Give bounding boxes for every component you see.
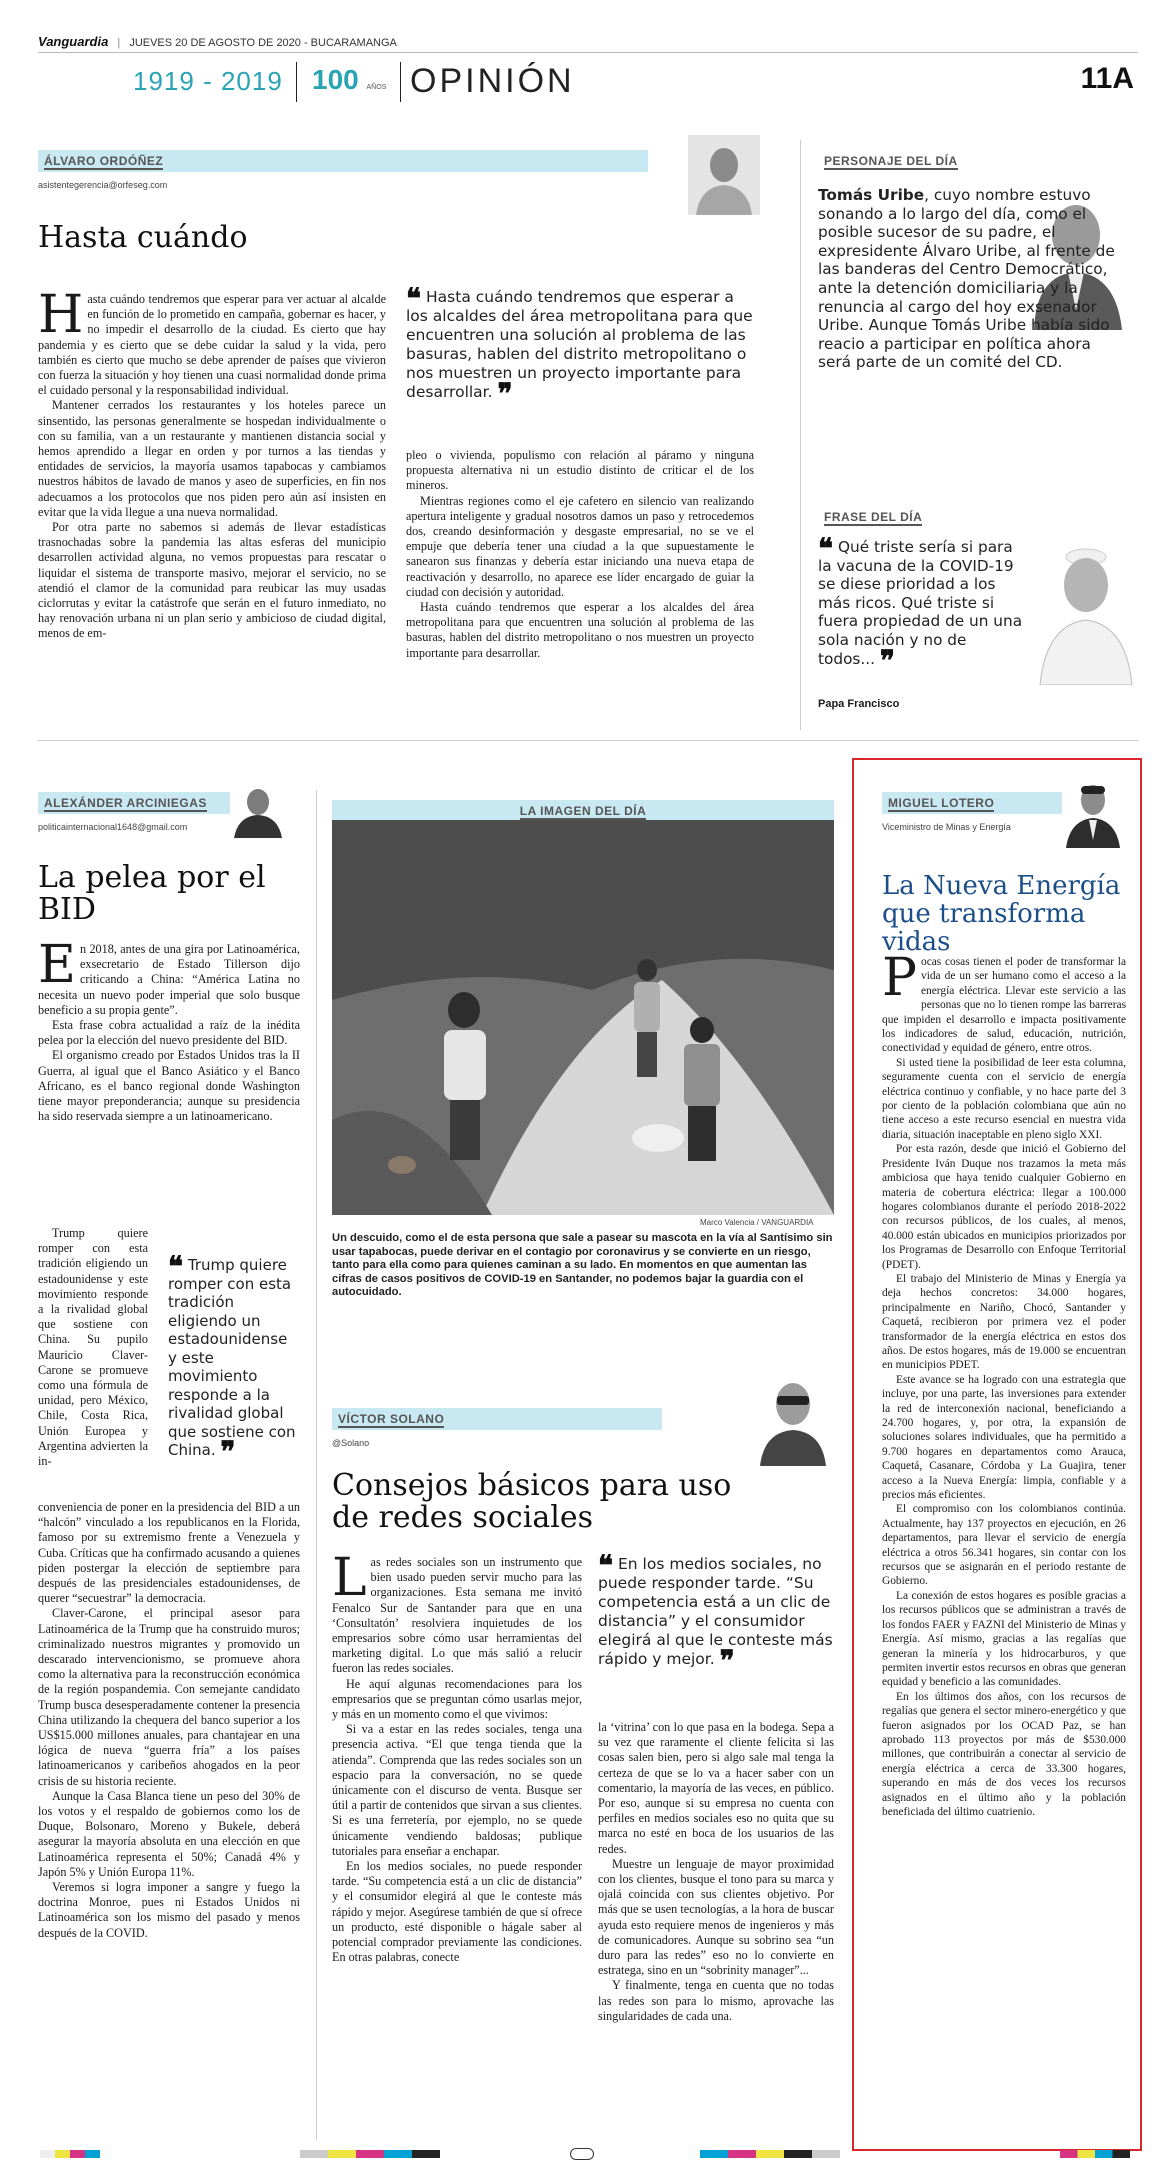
article-paragraph: conveniencia de poner en la presidencia del BID a un “halcón” vinculado a los republicanos en la Florida, famoso por su extremismo frente a Venezuela y Cuba. Críticas que ha confirmado acusando a quienes piden postergar la elección de septiembre para después de las presidenciales estadounidenses, de querer “secuestrar” la democracia. bbox=[38, 1500, 300, 1606]
article-paragraph: Hasta cuándo tendremos que esperar a los alcaldes del área metropolitana para que encuentren una solución al problema de las basuras, hablen del distrito metropolitano o nos muestren un proyecto importante para desarrollar. bbox=[406, 600, 754, 660]
drop-cap: L bbox=[332, 1548, 367, 1608]
anniversary-number: 100 bbox=[312, 64, 359, 95]
pull-quote: ❝ En los medios sociales, no puede responder tarde. “Su competencia está a un clic de distancia” y el consumidor elegirá al que le conteste más rápido y mejor. ❞ bbox=[598, 1549, 833, 1677]
color-registration-bar bbox=[300, 2150, 440, 2158]
open-quote-icon: ❝ bbox=[168, 1250, 184, 1283]
article-headline: La Nueva Energía que transforma vidas bbox=[882, 871, 1121, 958]
drop-cap: P bbox=[882, 948, 917, 1008]
author-tag: MIGUEL LOTERO bbox=[882, 792, 1110, 814]
close-quote-icon: ❞ bbox=[497, 377, 513, 410]
article-paragraph: Si va a estar en las redes sociales, tenga una presencia activa. “El que tenga tienda que la atienda”. Comprenda que las redes sociales son un espacio para la conversación, no se quede únicamente con el discurso de venta. Busque ser útil a partir de contenidos que sirvan a sus clientes. Si es una ferretería, por ejemplo, no se quede únicamente vendiendo baldosas; publique tutoriales para enseñar a enchapar. bbox=[332, 1722, 582, 1858]
masthead-dateline: Vanguardia | JUEVES 20 DE AGOSTO DE 2020 - BUCARAMANGA bbox=[38, 34, 397, 49]
section-tag: PERSONAJE DEL DÍA bbox=[824, 154, 958, 168]
frase-author: Papa Francisco bbox=[818, 698, 900, 710]
open-quote-icon: ❝ bbox=[406, 282, 422, 315]
article-column bbox=[882, 948, 1126, 1819]
article-paragraph: Trump quiere romper con esta tradición eligiendo un estadounidense y este movimiento responde a la rivalidad global que sostiene con China. Su pupilo Mauricio Claver-Carone se promueve como una fórmula de unidad, pero México, Chile, Costa Rica, Unión Europea y Argentina advierten la in- bbox=[38, 1226, 148, 1469]
color-registration-bar bbox=[40, 2150, 100, 2158]
color-registration-bar bbox=[700, 2150, 840, 2158]
article-paragraph: Mientras regiones como el eje cafetero en silencio van realizando apertura inteligente y gradual nosotros damos un paso y retrocedemos dos, creando desinformación y desgaste empresarial, no se ve el empuje que debería tener una ciudad a la que supuestamente le sanearon sus finanzas y debería estar iniciando una nueva etapa de reactivación y desarrollo, no aparece ese líder encargado de guiar la ciudad con decisión y autoridad. bbox=[406, 493, 754, 599]
drop-cap: E bbox=[38, 935, 76, 995]
anniversary-sub: AÑOS bbox=[366, 84, 387, 91]
drop-cap: H bbox=[38, 285, 84, 345]
article-paragraph: En los últimos dos años, con los recursos de regalías que genera el sector minero-energético y que fueron asignados por los OCAD Paz, se han aprobado 113 proyectos por más de $530.000 millones, que contribuirán a conectar al servicio de energía eléctrica a cerca de 33.300 hogares, superando en más de dos veces los recursos asignados en el último año y la población beneficiada del último cuatrienio. bbox=[882, 1690, 1126, 1818]
article-paragraph: El organismo creado por Estados Unidos tras la II Guerra, al igual que el Banco Asiático y el Banco Africano, es el banco regional donde Washington tiene mayor preponderancia; aunque su presidencia ha sido reservada siempre a un latinoamericano. bbox=[38, 1048, 300, 1124]
author-role: Viceministro de Minas y Energía bbox=[882, 822, 1011, 832]
column-divider bbox=[316, 790, 317, 2140]
article-column bbox=[38, 285, 386, 642]
frase-quote: ❝ Qué triste sería si para la vacuna de la COVID-19 se diese prioridad a los más ricos. Qué triste si fuera propiedad de un una sola nación y no de todos... ❞ bbox=[818, 532, 1023, 677]
article-paragraph: Y finalmente, tenga en cuenta que no todas las redes son para lo mismo, aprovache las singularidades de cada una. bbox=[598, 1978, 834, 2023]
article-paragraph: La conexión de estos hogares es posible gracias a los recursos públicos que se administran a través de los fondos FAER y FAZNI del Ministerio de Minas y Energía. Así mismo, gracias a las regalías que generan la minería y los hidrocarburos, y que permiten invertir estos recursos en obras que generan equidad y beneficio a las comunidades. bbox=[882, 1589, 1126, 1689]
open-quote-icon: ❝ bbox=[818, 532, 834, 565]
article-paragraph: Veremos si logra imponer a sangre y fuego la doctrina Monroe, pues ni Estados Unidos ni Latinoamérica son los mismo del pasado y menos después de la COVID. bbox=[38, 1880, 300, 1940]
article-paragraph: Pocas cosas tienen el poder de transformar la vida de un ser humano como el acceso a la energía eléctrica. Llevar este servicio a las personas que no lo tienen rompe las barreras que impiden el desarrollo e impacta positivamente los indicadores de salud, educación, nutrición, conectividad y equidad de género, entre otros. bbox=[882, 948, 1126, 1055]
masthead-divider bbox=[400, 62, 401, 102]
masthead-rule bbox=[38, 52, 1138, 53]
article-column bbox=[332, 1548, 582, 1965]
article-column-narrow bbox=[38, 1226, 148, 1469]
section-divider bbox=[38, 740, 1138, 741]
article-paragraph: Esta frase cobra actualidad a raíz de la inédita pelea por la elección del nuevo presidente del BID. bbox=[38, 1018, 300, 1048]
article-paragraph: la ‘vitrina’ con lo que pasa en la bodega. Sepa a su vez que raramente el cliente felicita si las cosas salen bien, pero si algo sale mal tenga la certeza de que se lo va a hacer saber con un comentario, la mayoría de las veces, en público. Por eso, aunque si su empresa no cuenta con perfiles en medios sociales eso no quita que su marca no esté en boca de los usuarios de las redes. bbox=[598, 1720, 834, 1856]
author-photo bbox=[752, 1370, 834, 1466]
pull-quote: ❝ Trump quiere romper con esta tradición eligiendo un estadounidense y este movimiento responde a la rivalidad global que sostiene con China. ❞ bbox=[168, 1250, 296, 1468]
column-divider bbox=[800, 140, 801, 730]
article-headline: Hasta cuándo bbox=[38, 220, 248, 255]
author-tag: VÍCTOR SOLANO bbox=[332, 1408, 662, 1430]
author-photo bbox=[1062, 776, 1124, 848]
frase-author-photo bbox=[1030, 535, 1136, 685]
personaje-text: Tomás Uribe, cuyo nombre estuvo sonando a lo largo del día, como el posible sucesor de su padre, el expresidente Álvaro Uribe, al frente de las banderas del Centro Democrático, ante la detención domiciliaria y la renuncia al cargo del hoy exsenador Uribe. Aunque Tomás Uribe había sido reacio a participar en política ahora será parte de un comité del CD. bbox=[818, 186, 1115, 372]
section-title: OPINIÓN bbox=[410, 62, 575, 100]
section-tag: FRASE DEL DÍA bbox=[824, 510, 923, 524]
article-paragraph: pleo o vivienda, populismo con relación al páramo y ninguna propuesta alternativa ni un estudio distinto de criticar el de los mineros. bbox=[406, 448, 754, 493]
page-number: 11A bbox=[1080, 62, 1134, 95]
article-headline: Consejos básicos para uso de redes sociales bbox=[332, 1468, 732, 1536]
article-paragraph: Aunque la Casa Blanca tiene un peso del 30% de los votos y el respaldo de gobiernos como los de Duque, Bolsonaro, Moreno y Bukele, deberá asegurar la mayoría absoluta en una elección en que Latinoamérica representa el 50%; Canadá 4% y Japón 5% y Unión Europa 11%. bbox=[38, 1788, 300, 1879]
photo-caption: Un descuido, como el de esta persona que sale a pasear su mascota en la vía al Santísimo sin usar tapabocas, puede derivar en el contagio por coronavirus y se convierte en un riesgo, tanto para ella como para quienes caminan a su lado. En momentos en que aumentan las cifras de casos positivos de COVID-19 en Santander, no podemos bajar la guardia con el autocuidado. bbox=[332, 1232, 833, 1298]
article-paragraph: Por otra parte no sabemos si además de llevar estadísticas trasnochadas sobre la pandemia las altas esferas del municipio desarrollen actividad alguna, no vemos propuestas para rescatar o liquidar el sistema de transporte masivo, mejorar el servicio, no se atendió el clamor de la comunidad para reubicar las muy usadas ciclorrutas y evitar la catástrofe que serán en el futuro inmediato, no hay renovación urbana ni un plan serio y ambicioso de ciudad digital, menos de em- bbox=[38, 520, 386, 641]
article-paragraph: Hasta cuándo tendremos que esperar para ver actuar al alcalde en función de lo prometido en campaña, gobernar es hacer, y no impedir el desarrollo de la ciudad. Es cierto que hay pandemia y es cierto que se debe cuidar la salud y la vida, pero también es cierto que mucho se debe aprender de países que vivieron con fuerza la situación y hoy tienen una cuasi normalidad donde prima el cuidado personal y la responsabilidad individual. bbox=[38, 285, 386, 398]
article-paragraph: El compromiso con los colombianos continúa. Actualmente, hay 137 proyectos en ejecución, en 26 departamentos, para llevar el servicio de energía eléctrica a otros 56.341 hogares, sin contar con los recursos que se asignarán en el periodo restante de Gobierno. bbox=[882, 1503, 1126, 1588]
close-quote-icon: ❞ bbox=[220, 1435, 236, 1468]
article-paragraph: El trabajo del Ministerio de Minas y Energía ya deja hechos concretos: 34.000 hogares, principalmente en Nariño, Chocó, Santander y Caquetá, recibieron por primera vez el poder transformador de la energía eléctrica en estos dos años. De estos hogares, más de 19.000 se encuentran en municipios PDET. bbox=[882, 1272, 1126, 1372]
article-paragraph: En 2018, antes de una gira por Latinoamérica, exsecretario de Estado Tillerson dijo criticando a China: “América Latina no necesita un nuevo poder imperial que solo busque beneficio a su propia gente”. bbox=[38, 935, 300, 1017]
article-paragraph: Si usted tiene la posibilidad de leer esta columna, seguramente cuenta con el servicio de energía eléctrica continuo y confiable, y no hace parte del 3 por ciento de la población colombiana que aún no tiene acceso a este recurso esencial en nuestra vida diaria, situación inaceptable en pleno siglo XXI. bbox=[882, 1056, 1126, 1141]
article-paragraph: Este avance se ha logrado con una estrategia que incluye, por una parte, las inversiones para extender la red de interconexión nacional, beneficiando a 24.700 hogares, y, por otra, la expansión de soluciones solares individuales, que ha permitido a 9.700 hogares en departamentos como Arauca, Caquetá, Casanare, Córdoba y La Guajira, tener acceso a la Nueva Energía: limpia, confiable y a precios más eficientes. bbox=[882, 1373, 1126, 1502]
article-paragraph: He aquí algunas recomendaciones para los empresarios que se preguntan cómo usarlas mejor, y más en un momento como el que vivimos: bbox=[332, 1676, 582, 1722]
article-headline: La pelea por el BID bbox=[38, 860, 266, 928]
article-paragraph: Mantener cerrados los restaurantes y los hoteles parece un sinsentido, las personas generalmente se hospedan individualmente o con su familia, van a un restaurante y mantienen distancia social y hemos aprendido a llegar en orden y por turnos a las tiendas y entidades de servicios, la mayoría usamos tapabocas y cambiamos nuestros hábitos de lavado de manos y aseo de superficies, en fin nos adecuamos a los protocolos que nos piden pero aún así insisten en evitar que la vida llegue a una nueva normalidad. bbox=[38, 398, 386, 519]
article-paragraph: Claver-Carone, el principal asesor para Latinoamérica de la Trump que ha construido muros; criminalizado nuestros migrantes y promovido un descarado intervencionismo, se promueve ahora como la alternativa para la reconstrucción económica de la región pospandemia. Con semejante candidato Trump busca desesperadamente contener la presencia China utilizando la chequera del banco superior a los US$15.000 millones anuales, para chantajear en una lógica de nueva “guerra fría” a los países latinoamericanos y caribeños ahogados en la peor crisis de su historia reciente. bbox=[38, 1606, 300, 1788]
section-tag: LA IMAGEN DEL DÍA bbox=[332, 800, 834, 822]
registration-mark-icon bbox=[570, 2148, 594, 2160]
author-tag: ÁLVARO ORDÓÑEZ bbox=[38, 150, 648, 172]
close-quote-icon: ❞ bbox=[719, 1644, 735, 1677]
anniversary-years: 1919 - 2019 bbox=[133, 66, 283, 96]
author-photo bbox=[688, 135, 760, 215]
author-email[interactable]: @Solano bbox=[332, 1438, 370, 1448]
photo-credit: Marco Valencia / VANGUARDIA bbox=[700, 1218, 814, 1227]
author-email[interactable]: asistentegerencia@orfeseg.com bbox=[38, 180, 168, 190]
personaje-name: Tomás Uribe bbox=[818, 186, 925, 204]
author-tag: ALEXÁNDER ARCINIEGAS bbox=[38, 792, 284, 814]
article-paragraph: Muestre un lenguaje de mayor proximidad con los clientes, busque el tono para su marca y ojalá coincida con sus clientes objetivo. Por más que se usen tecnologías, a la hora de buscar ayuda esto requiere menos de ingenieros y más de comunicadores. Aunque su sobrino sea “un duro para las redes” eso no lo convierte en estratega, sino en un “sobrinity manager”... bbox=[598, 1856, 834, 1978]
masthead-divider bbox=[296, 62, 297, 102]
dateline: JUEVES 20 DE AGOSTO DE 2020 - BUCARAMANGA bbox=[129, 37, 397, 49]
newspaper-logo: Vanguardia bbox=[38, 34, 109, 49]
article-column bbox=[598, 1720, 834, 2024]
author-photo bbox=[230, 780, 286, 838]
article-column bbox=[38, 935, 300, 1124]
pull-quote: ❝ Hasta cuándo tendremos que esperar a los alcaldes del área metropolitana para que encuentren una solución al problema de las basuras, hablen del distrito metropolitano o nos muestren un proyecto importante para desarrollar. ❞ bbox=[406, 282, 753, 410]
article-column bbox=[38, 1500, 300, 1941]
article-paragraph: En los medios sociales, no puede responder tarde. “Su competencia está a un clic de distancia” y el consumidor elegirá al que le conteste más rápido y mejor. Asegúrese también de que sí ofrece un producto, esté disponible o hágale saber al potencial comprador previamente las condiciones. En otras palabras, conecte bbox=[332, 1859, 582, 1965]
article-paragraph: Las redes sociales son un instrumento que bien usado pueden servir mucho para las organizaciones. Esta semana me invitó Fenalco Sur de Santander para que en una ‘Consultatón’ resolviera inquietudes de los empresarios sobre cómo usar herramientas del marketing digital. Lo que más salió a relucir fueron las redes sociales. bbox=[332, 1548, 582, 1676]
featured-photo bbox=[332, 820, 834, 1215]
color-registration-bar bbox=[1060, 2150, 1130, 2158]
article-paragraph: Por esta razón, desde que inició el Gobierno del Presidente Iván Duque nos trazamos la meta más ambiciosa que haya tenido cualquier Gobierno en materia de cobertura eléctrica: llegar a 100.000 hogares colombianos durante el período 2018-2022 con recursos públicos, de los cuales, al menos, 40.000 están ubicados en municipios priorizados por los Programas de Desarrollo con Enfoque Territorial (PDET). bbox=[882, 1143, 1126, 1271]
open-quote-icon: ❝ bbox=[598, 1549, 614, 1582]
anniversary-logo bbox=[312, 64, 386, 96]
author-email[interactable]: politicainternacional1648@gmail.com bbox=[38, 822, 188, 832]
close-quote-icon: ❞ bbox=[879, 643, 895, 677]
article-column bbox=[406, 448, 754, 661]
